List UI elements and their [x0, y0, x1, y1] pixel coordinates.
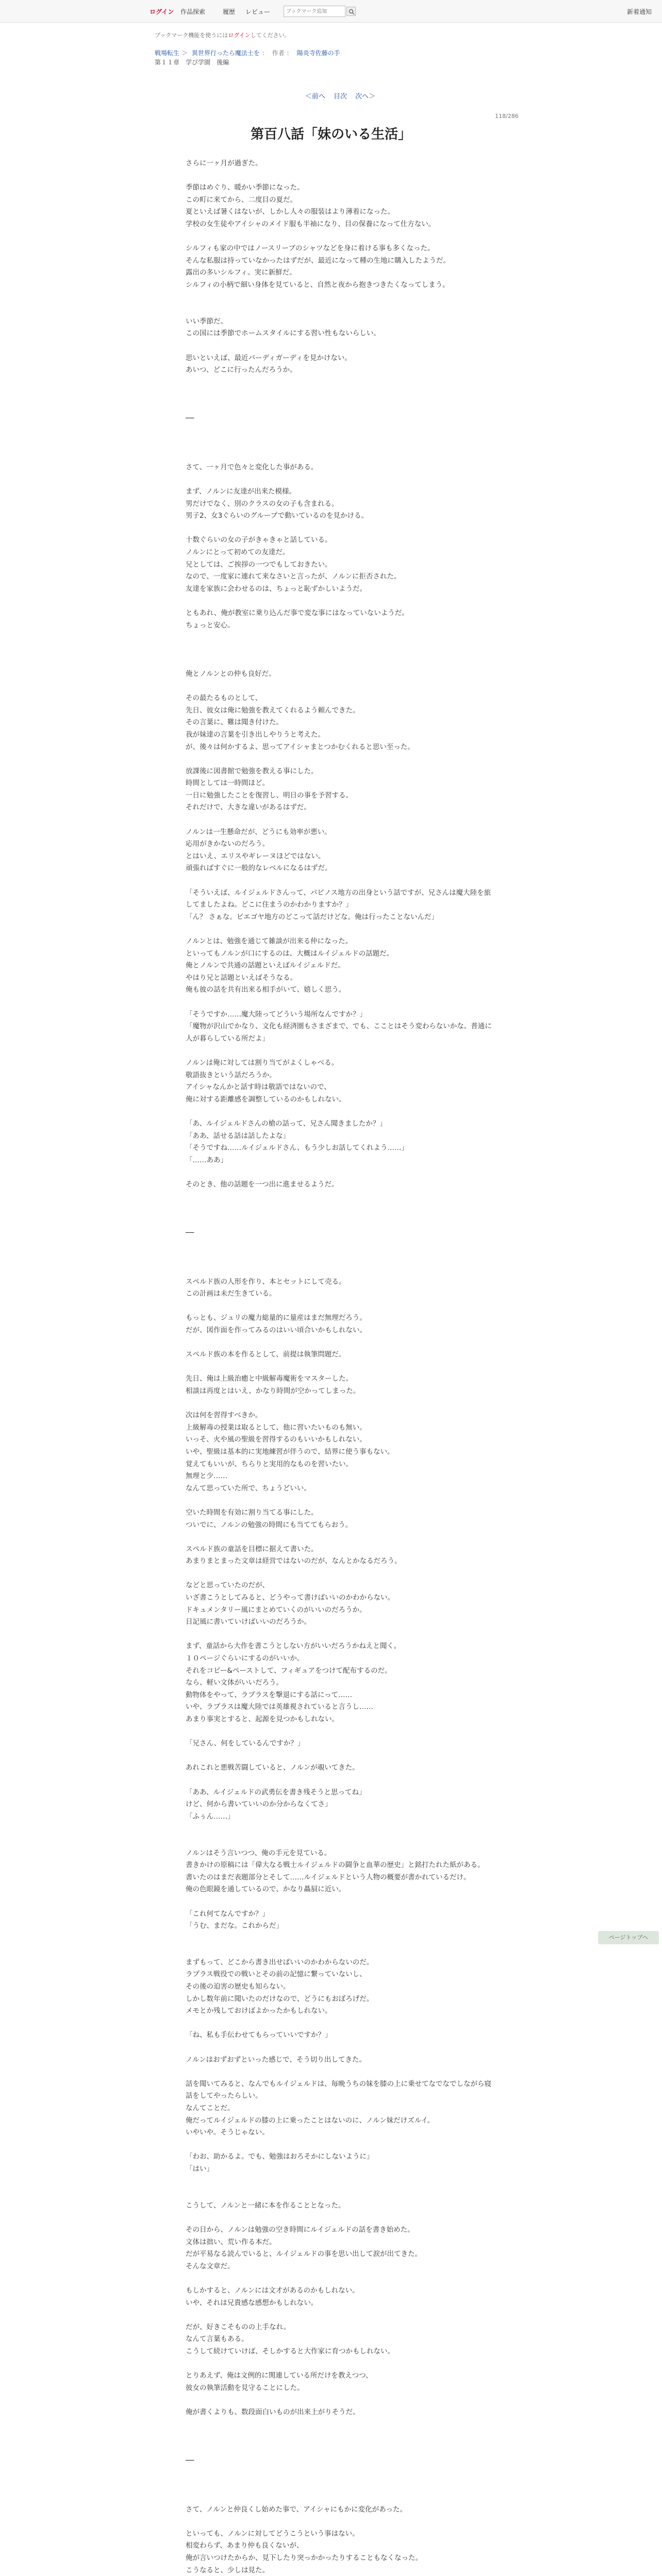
body-paragraph: まず、童話から大作を書こうとしない方がいいだろうかねえと聞く。 — [186, 1642, 401, 1651]
body-paragraph — [186, 1106, 495, 1118]
body-paragraph: しかし数年前に聞いたのだけなので、どうにもおぼろげだ。 — [186, 1994, 374, 2003]
body-paragraph: ノルンとは、勉強を通じて雑談が出来る仲になった。 — [186, 937, 353, 945]
body-paragraph: いや、ラプラスは魔大陸では英雄視されていると言うし…… — [186, 1703, 373, 1711]
body-paragraph: 話を聞いてみると、なんでもルイジェルドは、毎晩うちの妹を膝の上に乗せてなでなでしながら寝話をしてやったらしい。 — [186, 2079, 492, 2100]
body-paragraph: ともあれ、俺が教室に乗り込んだ事で変な事にはなっていないようだ。 — [186, 608, 409, 617]
body-paragraph: 彼女の執筆活動を見守ることにした。 — [186, 2383, 304, 2392]
body-paragraph — [186, 377, 495, 389]
body-paragraph: この計画は未だ生きている。 — [186, 1290, 276, 1298]
body-paragraph — [186, 753, 495, 766]
body-paragraph: 動物体をやって、ラプラスを撃退にする話にって…… — [186, 1690, 353, 1699]
body-paragraph: 露出の多いシルフィ。実に新鮮だ。 — [186, 268, 296, 277]
body-paragraph: その日から、ノルンは勉強の空き時間にルイジェルドの話を書き始めた。 — [186, 2225, 415, 2234]
body-paragraph: 上級解毒の授業は取るとして、他に習いたいものも無い。 — [186, 1423, 367, 1432]
body-paragraph: あいつ、どこに行ったんだろうか。 — [186, 366, 297, 375]
body-paragraph: とはいえ、エリスやギレーヌほどではない。 — [186, 852, 325, 860]
body-paragraph: 「そうですか……魔大陸ってどういう場所なんですか？」 — [186, 1010, 367, 1019]
body-paragraph — [186, 1835, 495, 1848]
body-paragraph: アイシャなんかと話す時は敬語ではないので、 — [186, 1083, 331, 1092]
body-paragraph — [186, 681, 495, 693]
body-paragraph — [186, 1629, 495, 1641]
body-paragraph: 俺も彼の話を共有出来る相手がいて、嬉しく思う。 — [186, 986, 346, 994]
chapter-title: 第１１章 学び学園 後編 — [155, 59, 229, 66]
section-divider: ── — [186, 1229, 194, 1238]
body-paragraph: 相談は再度とはいえ、かなり時間が空かってしまった。 — [186, 1386, 360, 1395]
notice-login-link[interactable]: ログイン — [228, 32, 251, 39]
body-paragraph — [186, 1045, 495, 1057]
body-paragraph — [186, 656, 495, 668]
new-notice-link[interactable]: 新着通知 — [626, 8, 652, 15]
body-paragraph — [186, 595, 495, 607]
login-link[interactable]: ログイン — [150, 8, 174, 15]
body-paragraph: ドキュメンタリー風にまとめていくのがいいのだろうか。 — [186, 1605, 367, 1614]
body-paragraph — [186, 1251, 495, 1264]
body-paragraph: シルフィも家の中ではノースリーブのシャツなどを身に着ける事も多くなった。 — [186, 244, 435, 253]
body-paragraph — [186, 231, 495, 243]
body-paragraph: ノルンはおずおずといった感じで、そう切り出してきた。 — [186, 2055, 366, 2064]
body-paragraph: 「そうですね……ルイジェルドさん、もう少しお話してくれよう……」 — [186, 1144, 408, 1153]
body-paragraph: といっても、ノルンに対してどうこうという事はない。 — [186, 2529, 359, 2538]
body-paragraph: 「……ああ」 — [186, 1156, 227, 1164]
body-paragraph — [186, 1896, 495, 1908]
body-paragraph: スペルド族の童話を目標に据えて書いた。 — [186, 1545, 318, 1553]
body-paragraph: だが、好きこそものの上手なれ。 — [186, 2323, 291, 2331]
body-paragraph: ノルンはそう言いつつ、俺の手元を見ている。 — [186, 1849, 332, 1857]
body-paragraph: ノルンは俺に対しては割り当てがよくしゃべる。 — [186, 1058, 339, 1067]
body-paragraph — [186, 1568, 495, 1580]
episode-counter: 118/286 — [495, 113, 519, 120]
body-paragraph: 無理と少…… — [186, 1472, 227, 1481]
body-paragraph: その後の迫害の歴史も知らない。 — [186, 1982, 290, 1991]
body-paragraph — [186, 2358, 495, 2370]
body-paragraph: なんてことだ。 — [186, 2104, 235, 2112]
body-paragraph: 「ね、私も手伝わせてもらっていいですか？」 — [186, 2031, 332, 2040]
top-bar — [0, 0, 662, 23]
body-paragraph: 「ああ、ルイジェルドの武勇伝を書き残そうと思ってね」 — [186, 1788, 366, 1797]
body-paragraph: もっとも、ジュリの魔力総量的に量産はまだ無理だろう。 — [186, 1314, 367, 1323]
body-paragraph — [186, 2431, 495, 2443]
body-paragraph: だが、図作面を作ってみるのはいい頃合いかもしれない。 — [186, 1326, 367, 1334]
body-paragraph: あまりまとまった文章は経営ではないのだが、なんとかなるだろう。 — [186, 1557, 402, 1566]
nav-review[interactable]: レビュー — [245, 8, 271, 15]
body-paragraph — [186, 2443, 495, 2455]
body-paragraph: 思いといえば、最近バーディガーディを見かけない。 — [186, 353, 352, 362]
body-paragraph: 時間としては一時間ほど。 — [186, 779, 269, 788]
body-paragraph: だが平易なる読んでいると、ルイジェルドの事を思い出して涙が出てきた。 — [186, 2250, 422, 2259]
body-paragraph — [186, 2418, 495, 2431]
body-paragraph: 敬語抜きという話だろうか。 — [186, 1071, 276, 1079]
body-paragraph — [186, 2188, 495, 2200]
body-paragraph: やはり兄と話題といえばそうなる。 — [186, 973, 297, 982]
body-paragraph: ノルンは一生懸命だが、どうにも効率が悪い。 — [186, 827, 332, 836]
body-paragraph: さて、ノルンと仲良くし始めた事で、アイシャにもかに変化があった。 — [186, 2505, 407, 2514]
body-paragraph — [186, 923, 495, 936]
body-paragraph: ちょっと安心。 — [186, 621, 235, 630]
body-paragraph: 放課後に図書館で勉強を教える事にした。 — [186, 767, 318, 775]
breadcrumb-author-label: 作者 — [272, 49, 285, 57]
body-paragraph: 日記風に書いていけばいいのだろうか。 — [186, 1618, 311, 1626]
page-top-button[interactable]: ページトップへ — [598, 1931, 659, 1944]
search-input[interactable] — [284, 6, 345, 17]
body-paragraph — [186, 1774, 495, 1787]
body-paragraph — [186, 1944, 495, 1957]
body-paragraph: なら、軽い文体がいいだろう。 — [186, 1679, 283, 1687]
body-paragraph: 「魔物が沢山でかなり、文化も経済圏もさまざまで、でも、こことはそう変わらないかな。普通に人が暮らしている所だよ」 — [186, 1022, 492, 1043]
body-paragraph: スペルド族の本を作るとして、前提は執筆問題だ。 — [186, 1350, 346, 1359]
body-paragraph — [186, 1166, 495, 1179]
body-paragraph: 書いたのはまだ表題部分とそして……ルイジェルドという人物の概要が書かれているだけ。 — [186, 1873, 471, 1882]
body-paragraph — [186, 1933, 495, 1945]
body-paragraph: 季節はめぐり、暖かい季節になった。 — [186, 183, 304, 192]
body-paragraph — [186, 2042, 495, 2054]
body-paragraph — [186, 2066, 495, 2078]
body-paragraph: それをコピー&ペーストして、フィギュアをつけて配布するのだ。 — [186, 1666, 392, 1675]
body-paragraph: いやいや。そうじゃない。 — [186, 2128, 269, 2137]
body-paragraph: いや、聖級は基本的に実地練習が伴うので、結界に使う事もない。 — [186, 1447, 394, 1456]
body-paragraph: 俺とノルンで共通の話題といえばルイジェルドだ。 — [186, 961, 345, 970]
body-paragraph — [186, 2492, 495, 2504]
body-paragraph — [186, 1531, 495, 1544]
body-paragraph: 「うむ、まだな。これからだ」 — [186, 1922, 283, 1930]
body-paragraph: けど、何から書いていいのか分からなくてさ」 — [186, 1800, 332, 1809]
breadcrumb-series[interactable]: 戦場転生 — [155, 49, 180, 57]
body-paragraph: なんて思っていた所で、ちょうどいい。 — [186, 1484, 311, 1493]
login-notice: ブックマーク機能を使うにはログインしてください。 — [155, 32, 290, 39]
body-paragraph: 俺の色眼鏡を通しているので、かなり贔屓に近い。 — [186, 1885, 346, 1894]
body-paragraph — [186, 2479, 495, 2492]
section-divider: ── — [186, 414, 194, 423]
body-paragraph: そんな文章だ。 — [186, 2262, 235, 2270]
body-paragraph: 俺が言いつけたからか、見下したり突っかかったりすることもなくなった。 — [186, 2553, 422, 2562]
body-paragraph: 十数ぐらいの女の子がきゃきゃと話している。 — [186, 536, 332, 545]
body-paragraph: こうして続けていけば、そしかすると大作家に育つかもしれない。 — [186, 2347, 394, 2355]
body-paragraph: いい季節だ。 — [186, 317, 227, 326]
index-link[interactable]: 目次 — [333, 93, 347, 100]
body-paragraph: そのとき、他の話題を一つ出に進ませるようだ。 — [186, 1180, 339, 1189]
body-paragraph: 相変わらず、あまり仲も良くないが、 — [186, 2541, 304, 2550]
body-paragraph — [186, 170, 495, 182]
body-paragraph: 空いた時間を有効に割り当てる事にした。 — [186, 1508, 318, 1517]
body-paragraph: その言葉に、難は聞き付けた。 — [186, 718, 283, 727]
body-paragraph — [186, 632, 495, 644]
body-paragraph: 一日に勉強したことを復習し、明日の事を予習する。 — [186, 791, 353, 800]
body-paragraph: さて、一ヶ月で色々と変化した事がある。 — [186, 463, 318, 471]
body-paragraph: 「ふぅん……」 — [186, 1812, 235, 1821]
breadcrumb: 戦場転生 ＞ 異世界行ったら魔法士を ： 作者 ： 陽炎寺佐藤の手 — [155, 49, 340, 57]
section-divider: ── — [186, 2456, 194, 2465]
body-paragraph: 兄としては、ご挨拶の一つでもしておきたい。 — [186, 560, 332, 569]
body-paragraph: とりあえず、俺は文例的に関連している所だけを教えつつ、 — [186, 2371, 373, 2380]
body-paragraph — [186, 522, 495, 535]
body-paragraph: 俺とノルンとの仲も良好だ。 — [186, 669, 276, 678]
body-paragraph: 「そういえば、ルイジェルドさんって、パピノス地方の出身という話ですが、兄さんは魔大陸を旅してましたよね。どこに住まうのかわかりますか？」 — [186, 888, 491, 909]
body-paragraph — [186, 1300, 495, 1313]
body-paragraph: 「はい」 — [186, 2164, 213, 2173]
body-paragraph — [186, 814, 495, 826]
body-paragraph: 「ああ、話せる話は話したよな」 — [186, 1131, 290, 1140]
body-paragraph: こうなると、少しは見た。 — [186, 2566, 269, 2574]
body-paragraph — [186, 1823, 495, 1835]
body-paragraph: この町に来てから、二度目の夏だ。 — [186, 195, 297, 204]
body-paragraph: なので、一度家に連れて来なさいと言ったが、ノルンに拒否された。 — [186, 572, 401, 581]
body-paragraph: 先日、彼女は俺に勉強を教えてくれるよう頼んできた。 — [186, 706, 360, 715]
body-paragraph: メモとか残しておけばよかったかもしれない。 — [186, 2007, 332, 2015]
novel-header — [155, 31, 526, 67]
body-paragraph: 俺だってルイジェルドの膝の上に乗ったことはないのに、ノルン妹だけズルイ。 — [186, 2116, 435, 2125]
body-paragraph: が、後々は何かするよ、思ってアイシャまとつかむくれると思い至った。 — [186, 742, 415, 751]
body-paragraph: いっそ、火や風の聖級を習得するのもいいかもしれない。 — [186, 1435, 367, 1444]
body-paragraph: １０ページぐらいにするのがいいか。 — [186, 1654, 304, 1663]
body-paragraph — [186, 996, 495, 1009]
body-paragraph: いざ書こうとしてみると、どうやって書けばいいのかわからない。 — [186, 1594, 394, 1602]
body-paragraph: といってもノルンが口にするのは、大概はルイジェルドの話題だ。 — [186, 949, 394, 958]
body-paragraph: 我が妹達の言葉を引き出しやりうと考えた。 — [186, 730, 325, 739]
body-paragraph — [186, 449, 495, 462]
body-paragraph — [186, 1726, 495, 1738]
body-paragraph: 次は何を習得すべきか。 — [186, 1411, 262, 1420]
nav-history[interactable]: 履歴 — [223, 8, 236, 15]
body-paragraph: ラプラス戦役での戦いとその前の記憶に繋っていないし、 — [186, 1970, 367, 1979]
body-paragraph — [186, 2394, 495, 2406]
body-paragraph — [186, 1337, 495, 1349]
body-paragraph: こうして、ノルンと一緒に本を作ることとなった。 — [186, 2201, 345, 2210]
body-paragraph — [186, 2018, 495, 2030]
body-paragraph — [186, 644, 495, 656]
body-paragraph — [186, 292, 495, 304]
next-link[interactable]: 次へ＞ — [355, 93, 376, 100]
body-paragraph — [186, 2467, 495, 2480]
body-paragraph: 覚えてもいいが、ちらりと実用的なものを習いたい。 — [186, 1460, 353, 1468]
body-paragraph: 頑張ればすぐに一般的なレベルになるはずだ。 — [186, 864, 332, 873]
body-paragraph — [186, 388, 495, 401]
prev-link[interactable]: ＜前へ — [305, 93, 325, 100]
body-paragraph — [186, 1750, 495, 1762]
body-paragraph: 応用がきかないのだろう。 — [186, 840, 269, 849]
body-paragraph — [186, 1203, 495, 1215]
body-paragraph — [186, 473, 495, 486]
body-paragraph: この国には季節でホームスタイルにする習い性もないらしい。 — [186, 329, 380, 338]
body-paragraph: などと思っていたのだが、 — [186, 1581, 269, 1590]
body-paragraph — [186, 1398, 495, 1410]
body-paragraph — [186, 1240, 495, 1252]
body-paragraph: 「兄さん、何をしているんですか？」 — [186, 1739, 305, 1748]
body-paragraph: 先日、俺は上級治癒と中級解毒魔術をマスターした。 — [186, 1375, 353, 1383]
body-paragraph: その最たるものとして、 — [186, 694, 262, 703]
body-paragraph: そんな私服は持っていなかったはずだが、最近になって種の生地に購入したようだ。 — [186, 256, 450, 265]
body-paragraph: 夏といえば暑くはないが、しかし人々の服装はより薄着になった。 — [186, 208, 394, 216]
search-icon[interactable] — [346, 7, 356, 16]
body-paragraph: 「あ、ルイジェルドさんの槍の話って、兄さん聞きましたか？」 — [186, 1119, 387, 1128]
body-paragraph: 男だけでなく、別のクラスの女の子も含まれる。 — [186, 499, 339, 508]
body-paragraph: 俺に対する距離感を調整しているのかもしれない。 — [186, 1095, 346, 1104]
body-paragraph: 書きかけの原稿には「偉大なる戦士ルイジェルドの闘争と血華の歴史」と銘打たれた紙がある。 — [186, 1861, 485, 1870]
body-paragraph: シルフィの小柄で細い身体を見ていると、自然と夜から抱きつきたくなってしまう。 — [186, 280, 450, 289]
body-paragraph — [186, 1191, 495, 1203]
body-paragraph — [186, 2139, 495, 2151]
body-paragraph: 「わお、助かるよ。でも、勉強はおろそかにしないように」 — [186, 2153, 374, 2161]
episode-title: 第百八話「妹のいる生活」 — [250, 127, 411, 142]
body-paragraph — [186, 401, 495, 413]
body-paragraph: あれこれと悪戦苦闘していると、ノルンが覗いてきた。 — [186, 1764, 359, 1772]
body-paragraph: もしかすると、ノルンには文才があるのかもしれない。 — [186, 2286, 359, 2295]
body-paragraph — [186, 2309, 495, 2321]
body-paragraph: まず、ノルンに友達が出来た模様。 — [186, 487, 296, 496]
body-paragraph: あまり事実とすると、起源を見つかもしれない。 — [186, 1715, 339, 1723]
body-paragraph — [186, 875, 495, 887]
body-paragraph — [186, 2212, 495, 2224]
body-paragraph: 「ん？ さぁな。ビエゴヤ地方のどこって話だけどな。俺は行ったことないんだ」 — [186, 912, 439, 921]
body-paragraph: 俺が書くよりも、数段面白いものが出来上がりそうだ。 — [186, 2408, 360, 2416]
body-paragraph — [186, 2273, 495, 2285]
body-paragraph: スペルド族の人形を作り、本とセットにして売る。 — [186, 1277, 346, 1286]
body-paragraph — [186, 1361, 495, 1374]
novel-body — [186, 158, 495, 2576]
body-paragraph — [186, 437, 495, 450]
body-paragraph — [186, 340, 495, 352]
body-paragraph — [186, 425, 495, 437]
body-paragraph: なんて言葉もある。 — [186, 2335, 249, 2344]
body-paragraph: いや、それは兄貴感な感想かもしれない。 — [186, 2298, 318, 2307]
breadcrumb-work[interactable]: 異世界行ったら魔法士を — [191, 49, 260, 57]
body-paragraph: ノルンにとって初めての友達だ。 — [186, 548, 290, 556]
body-paragraph — [186, 1495, 495, 1507]
body-paragraph: さらに一ヶ月が過ぎた。 — [186, 159, 262, 167]
body-paragraph: 学校の女生徒やアイシャのメイド服も半袖になり、目の保養になって仕方ない。 — [186, 219, 436, 228]
body-paragraph: 男子2、女3ぐらいのグループで動いているのを見かける。 — [186, 512, 369, 520]
breadcrumb-author[interactable]: 陽炎寺佐藤の手 — [296, 49, 340, 57]
nav-explore[interactable]: 作品探索 — [180, 8, 206, 15]
body-paragraph: まずもって、どこから書き出せばいいのかわからないのだ。 — [186, 1958, 374, 1967]
body-paragraph: 友達を家族に会わせるのは、ちょっと恥ずかしいようだ。 — [186, 584, 367, 593]
body-paragraph — [186, 2516, 495, 2528]
body-paragraph — [186, 1215, 495, 1228]
body-paragraph: それだけで、大きな違いがあるはずだ。 — [186, 803, 311, 812]
body-paragraph: 「これ何てなんですか？」 — [186, 1909, 269, 1918]
body-paragraph — [186, 2176, 495, 2188]
body-paragraph — [186, 1264, 495, 1276]
body-paragraph: ついでに、ノルンの勉強の時間にも当ててもらおう。 — [186, 1520, 353, 1529]
body-paragraph: 文体は拙い、荒い作る本だ。 — [186, 2238, 276, 2246]
body-paragraph — [186, 303, 495, 316]
pager — [289, 91, 392, 100]
